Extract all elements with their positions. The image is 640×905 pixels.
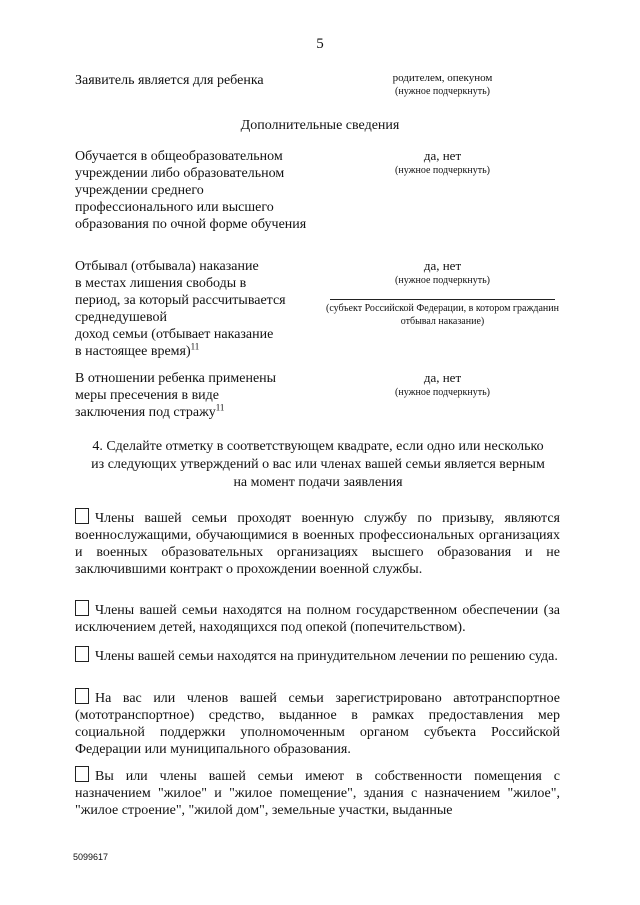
applicant-options[interactable]: родителем, опекуном xyxy=(392,72,493,84)
subject-input-line[interactable] xyxy=(330,299,555,300)
checkbox-item-text: Члены вашей семьи находятся на принудительном лечении по решению суда. xyxy=(95,649,558,664)
question-studies-label: Обучается в общеобразовательном учреждении либо образовательном учреждении среднего профессионального или высшего образования по очной форме обучения xyxy=(75,149,307,232)
question-studies-hint: (нужное подчеркнуть) xyxy=(395,165,490,176)
question-imprisonment-line: Отбывал (отбывала) наказание xyxy=(75,259,259,274)
question-imprisonment-line: период, за который рассчитывается xyxy=(75,293,286,308)
checkbox-item-property xyxy=(75,766,560,819)
footnote-marker: 11 xyxy=(215,402,225,413)
question-imprisonment-label xyxy=(75,258,315,360)
footer-code: 5099617 xyxy=(73,852,109,862)
checkbox[interactable] xyxy=(75,508,89,524)
applicant-label: Заявитель является для ребенка xyxy=(75,73,264,88)
question-imprisonment-line: доход семьи (отбывает наказание xyxy=(75,327,274,342)
question-detention-options-block xyxy=(325,370,560,399)
footnote-marker: 11 xyxy=(190,341,200,352)
checkbox[interactable] xyxy=(75,646,89,662)
checkbox-item-text: На вас или членов вашей семьи зарегистрировано автотранспортное (мототранспортное) средство, выданное в рамках предоставления мер социальной поддержки уполномоченным органом субъекта Российской Федерации или муниципального образования. xyxy=(75,691,560,757)
question-imprisonment-options[interactable]: да, нет xyxy=(423,258,462,273)
question-detention-label xyxy=(75,370,315,421)
question-detention-hint: (нужное подчеркнуть) xyxy=(395,387,490,398)
applicant-hint: (нужное подчеркнуть) xyxy=(395,86,490,97)
checkbox[interactable] xyxy=(75,600,89,616)
question-studies-options-block xyxy=(325,148,560,177)
question-detention-line: В отношении ребенка применены xyxy=(75,371,277,386)
applicant-row xyxy=(75,72,560,102)
checkbox-item-military xyxy=(75,508,560,578)
question-studies-options[interactable]: да, нет xyxy=(423,148,462,163)
checkbox-item-text: Члены вашей семьи проходят военную службу по призыву, являются военнослужащими, обучающимися в военных профессиональных организациях и военных образовательных организациях высшего образования и не заключившими контракт о прохождении военной службы. xyxy=(75,511,560,577)
question-imprisonment xyxy=(75,258,560,363)
subject-hint: (субъект Российской Федерации, в котором гражданин отбывал наказание) xyxy=(326,303,559,327)
question-studies xyxy=(75,148,560,253)
question-imprisonment-options-block xyxy=(325,258,560,328)
page-number: 5 xyxy=(316,36,324,52)
question-detention-line: меры пресечения в виде xyxy=(75,388,220,403)
question-imprisonment-line: в настоящее время)$^{11}$ xyxy=(75,341,200,359)
checkbox[interactable] xyxy=(75,766,89,782)
question-imprisonment-line: среднедушевой xyxy=(75,310,168,325)
question-imprisonment-line: в местах лишения свободы в xyxy=(75,276,247,291)
additional-title: Дополнительные сведения xyxy=(240,118,400,133)
question-imprisonment-hint: (нужное подчеркнуть) xyxy=(395,275,490,286)
checkbox[interactable] xyxy=(75,688,89,704)
applicant-options-block xyxy=(325,72,560,98)
section4-title: 4. Сделайте отметку в соответствующем квадрате, если одно или несколько из следующих утверждений о вас или членах вашей семьи является верным на момент подачи заявления xyxy=(91,439,545,490)
checkbox-item-text: Вы или члены вашей семьи имеют в собственности помещения с назначением "жилое" и "жилое помещение", здания с назначением "жилое", "жилое строение", "жилой дом", земельные участки, выданные xyxy=(75,769,560,818)
question-detention xyxy=(75,370,560,425)
checkbox-item-vehicle xyxy=(75,688,560,758)
checkbox-item-state-support xyxy=(75,600,560,636)
question-detention-options[interactable]: да, нет xyxy=(423,370,462,385)
checkbox-item-treatment xyxy=(75,646,560,665)
question-detention-line: заключения под стражу$^{11}$ xyxy=(75,402,225,420)
checkbox-item-text: Члены вашей семьи находятся на полном государственном обеспечении (за исключением детей, находящихся под опекой (попечительством). xyxy=(75,603,560,635)
